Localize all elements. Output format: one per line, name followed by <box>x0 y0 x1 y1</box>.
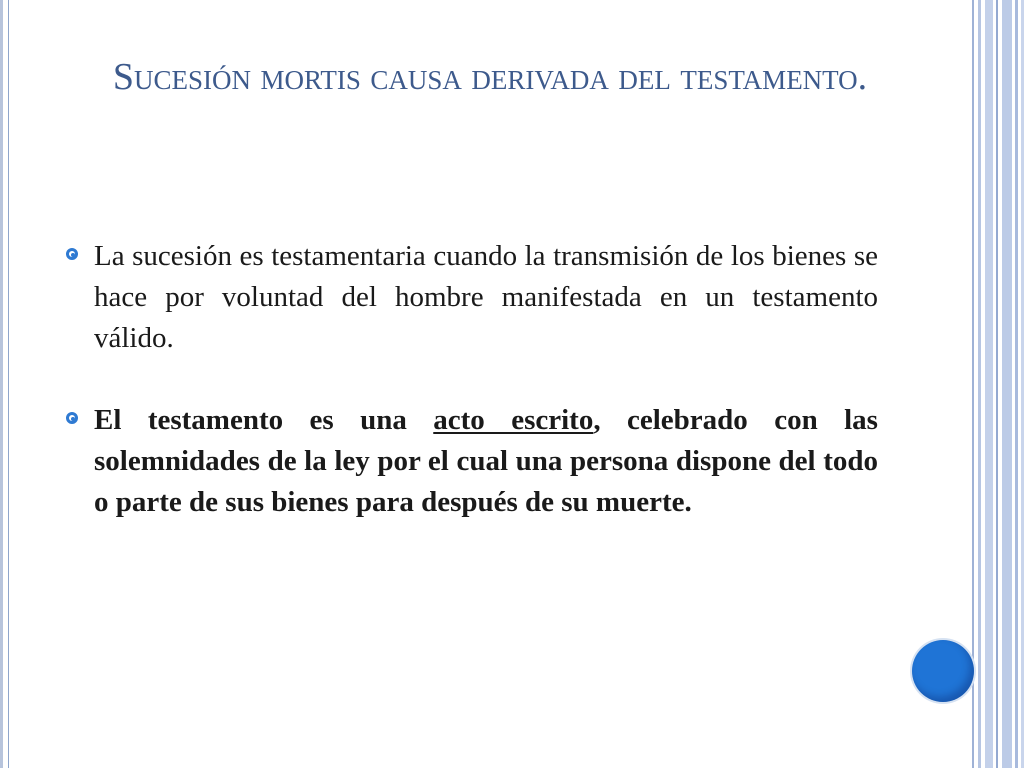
underlined-term: acto escrito <box>433 404 594 436</box>
blue-circle-icon <box>912 640 974 702</box>
left-border-line <box>0 0 3 768</box>
stripe <box>1002 0 1012 768</box>
bullet-item <box>66 236 878 359</box>
right-stripe-band <box>972 0 1024 768</box>
bullet-list <box>66 236 878 523</box>
bullet-text: La sucesión es testamentaria cuando la transmisión de los bienes se hace por voluntad del hombre manifestada en un testamento válido. <box>94 240 878 354</box>
bullet-text-start: El testamento es una <box>94 404 434 436</box>
ring-bullet-icon <box>66 248 78 260</box>
stripe <box>985 0 993 768</box>
stripe <box>1015 0 1018 768</box>
left-border-line-thin <box>8 0 9 768</box>
stripe <box>972 0 974 768</box>
bullet-text-end: , celebrado con las solemnidades de la ley por el cual una persona dispone del todo o parte de sus bienes para después de su muerte. <box>94 404 878 518</box>
stripe <box>996 0 998 768</box>
bullet-item <box>66 400 878 523</box>
slide-title: Sucesión mortis causa derivada del testamento. <box>112 56 868 98</box>
stripe <box>978 0 981 768</box>
ring-bullet-icon <box>66 412 78 424</box>
